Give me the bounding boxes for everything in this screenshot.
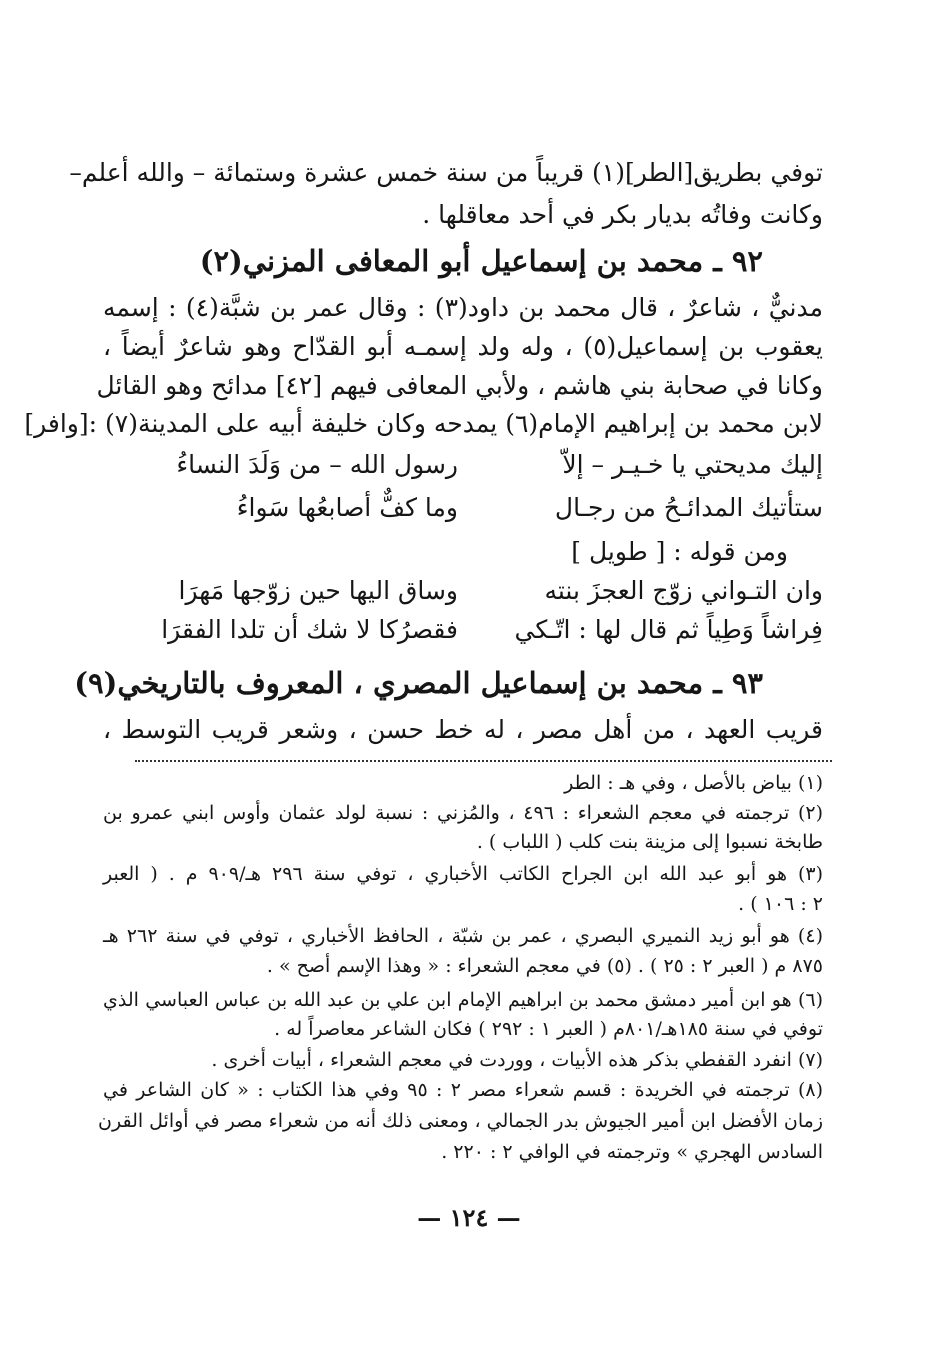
entry-heading: ٩٣ ـ محمد بن إسماعيل المصري ، المعروف بالتاريخي(٩) [74, 666, 763, 700]
verse-first-hemistich: إليك مديحتي يا خـيـر – إلاّ [562, 450, 823, 479]
verse-second-hemistich: وما كفٌّ أصابعُها سَواءُ [236, 493, 458, 522]
body-line: قريب العهد ، من أهل مصر ، له خط حسن ، وشعر قريب التوسط ، [103, 715, 823, 744]
footnote-divider [135, 760, 832, 762]
verse-second-hemistich: فقصرُكا لا شك أن تلدا الفقرَا [161, 615, 458, 644]
footnote-line: (٧) انفرد القفطي بذكر هذه الأبيات ، ووردت في معجم الشعراء ، أبيات أخرى . [211, 1049, 823, 1071]
body-line: وكانا في صحابة بني هاشم ، ولأبي المعافى فيهم [٤٢] مدائح وهو القائل [96, 371, 823, 400]
footnote-line: (٢) ترجمته في معجم الشعراء : ٤٩٦ ، والمُزني : نسبة لولد عثمان وأوس ابني عمرو بن [103, 802, 823, 824]
footnote-line: توفي في سنة ١٨٥هـ/٨٠١م ( العبر ١ : ٢٩٢ ) فكان الشاعر معاصراً له . [274, 1018, 823, 1040]
footnote-line: (٣) هو أبو عبد الله ابن الجراح الكاتب الأخباري ، توفي سنة ٢٩٦ هـ/٩٠٩ م . ( العبر [103, 863, 823, 885]
footnote-line: السادس الهجري » وترجمته في الوافي ٢ : ٢٢٠ . [441, 1141, 823, 1163]
verse-second-hemistich: رسول الله – من وَلَدَ النساءُ [176, 450, 458, 479]
verse-first-hemistich: فِراشاً وَطِياً ثم قال لها : اتّـكي [514, 615, 823, 644]
body-line: وكانت وفاتُه بديار بكر في أحد معاقلها . [422, 200, 823, 229]
footnote-line: (٨) ترجمته في الخريدة : قسم شعراء مصر ٢ : ٩٥ وفي هذا الكتاب : « كان الشاعر في [103, 1079, 824, 1101]
verse-first-hemistich: وان التـواني زوّج العجزَ بنته [544, 576, 823, 605]
footnote-line: ٨٧٥ م ( العبر ٢ : ٢٥ ) . (٥) في معجم الشعراء : « وهذا الإسم أصح » . [266, 955, 823, 977]
footnote-line: (٤) هو أبو زيد النميري البصري ، عمر بن شبّة ، الحافظ الأخباري ، توفي في سنة ٢٦٢ هـ [103, 925, 823, 947]
entry-heading: ٩٢ ـ محمد بن إسماعيل أبو المعافى المزني(٢) [199, 244, 763, 278]
footnote-line: ٢ : ١٠٦ ) . [738, 893, 823, 915]
body-line: مدنيٌّ ، شاعرٌ ، قال محمد بن داود(٣) : وقال عمر بن شبَّة(٤) : إسمه [103, 293, 824, 322]
verse-second-hemistich: وساق اليها حين زوّجها مَهرَا [178, 576, 458, 605]
footnote-line: زمان الأفضل ابن أمير الجيوش بدر الجمالي ، ومعنى ذلك أنه من شعراء مصر في أوائل القرن [98, 1110, 823, 1132]
footnote-line: (٦) هو ابن أمير دمشق محمد بن ابراهيم الإمام ابن علي بن عبد الله بن عباس العباسي الذي [103, 989, 823, 1011]
body-line: توفي بطريق[الطر](١) قريباً من سنة خمس عشرة وستمائة – والله أعلم– [69, 158, 823, 187]
footnote-line: طابخة نسبوا إلى مزينة بنت كلب ( اللباب ) . [476, 831, 823, 853]
verse-first-hemistich: ستأتيك المدائـحُ من رجـال [554, 493, 823, 522]
page-number: — ١٢٤ — [417, 1203, 521, 1232]
body-line: لابن محمد بن إبراهيم الإمام(٦) يمدحه وكان خليفة أبيه على المدينة(٧) :[وافر] [24, 409, 823, 438]
footnote-line: (١) بياض بالأصل ، وفي هـ : الطر [564, 772, 823, 794]
body-line: يعقوب بن إسماعيل(٥) ، وله ولد إسمـه أبو القدّاح وهو شاعرٌ أيضاً ، [103, 332, 823, 361]
poem-intro: ومن قوله : [ طويل ] [571, 537, 788, 566]
